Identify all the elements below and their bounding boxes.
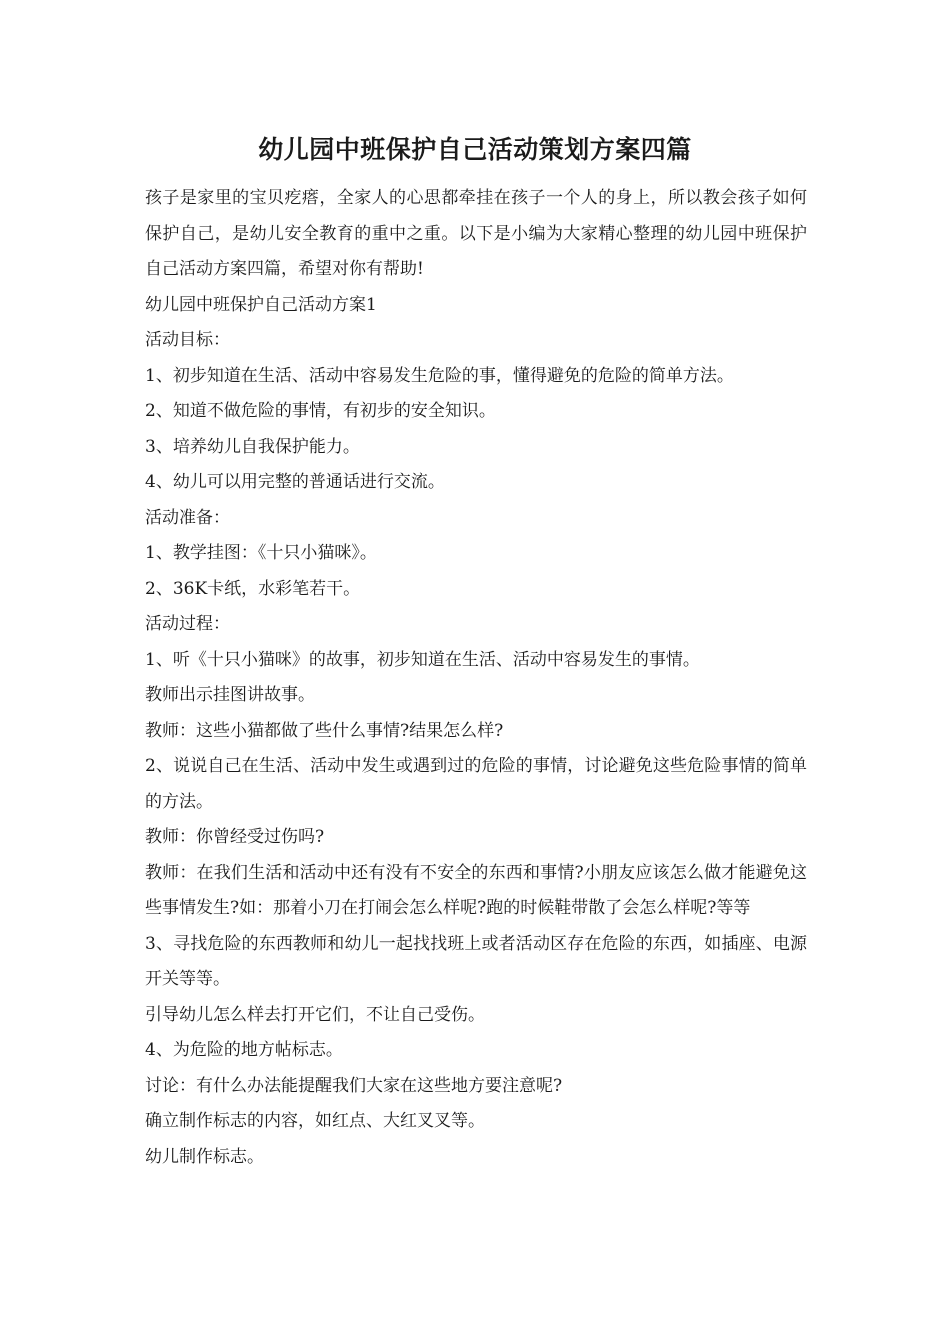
subheading-process: 活动过程： — [145, 614, 230, 634]
process-paragraph: 教师：你曾经受过伤吗? — [145, 827, 325, 847]
process-paragraph: 教师：在我们生活和活动中还有没有不安全的东西和事情?小朋友应该怎么做才能避免这些事情发生?如：那着小刀在打闹会怎么样呢?跑的时候鞋带散了会怎么样呢?等等 — [145, 862, 807, 918]
process-paragraph: 2、说说自己在生活、活动中发生或遇到过的危险的事情，讨论避免这些危险事情的简单的方法。 — [145, 756, 807, 812]
subheading-goals: 活动目标： — [145, 330, 230, 350]
document-title: 幼儿园中班保护自己活动策划方案四篇 — [258, 135, 692, 164]
process-paragraph: 确立制作标志的内容，如红点、大红叉叉等。 — [145, 1111, 485, 1131]
preparation-item: 1、教学挂图：《十只小猫咪》。 — [145, 543, 377, 563]
process-paragraph: 教师：这些小猫都做了些什么事情?结果怎么样? — [145, 720, 504, 741]
goal-item: 3、培养幼儿自我保护能力。 — [145, 436, 360, 457]
process-paragraph: 4、为危险的地方帖标志。 — [145, 1040, 343, 1060]
goal-item: 4、幼儿可以用完整的普通话进行交流。 — [145, 472, 445, 492]
intro-paragraph: 孩子是家里的宝贝疙瘩，全家人的心思都牵挂在孩子一个人的身上，所以教会孩子如何保护自己，是幼儿安全教育的重中之重。以下是小编为大家精心整理的幼儿园中班保护自己活动方案四篇，希望对你有帮助! — [145, 188, 807, 279]
goal-item: 2、知道不做危险的事情，有初步的安全知识。 — [145, 401, 496, 421]
process-paragraph: 教师出示挂图讲故事。 — [145, 685, 315, 705]
process-paragraph: 讨论：有什么办法能提醒我们大家在这些地方要注意呢? — [145, 1075, 563, 1096]
process-paragraph: 幼儿制作标志。 — [145, 1146, 264, 1167]
process-paragraph: 1、听《十只小猫咪》的故事，初步知道在生活、活动中容易发生的事情。 — [145, 649, 700, 670]
section-heading: 幼儿园中班保护自己活动方案1 — [145, 294, 377, 315]
process-paragraph: 引导幼儿怎么样去打开它们，不让自己受伤。 — [145, 1004, 485, 1025]
document-body — [145, 181, 807, 1175]
subheading-preparation: 活动准备： — [145, 507, 230, 528]
goal-item: 1、初步知道在生活、活动中容易发生危险的事，懂得避免的危险的简单方法。 — [145, 365, 734, 386]
preparation-item: 2、36K卡纸，水彩笔若干。 — [145, 578, 361, 599]
process-paragraph: 3、寻找危险的东西教师和幼儿一起找找班上或者活动区存在危险的东西，如插座、电源开关等等。 — [145, 933, 807, 989]
